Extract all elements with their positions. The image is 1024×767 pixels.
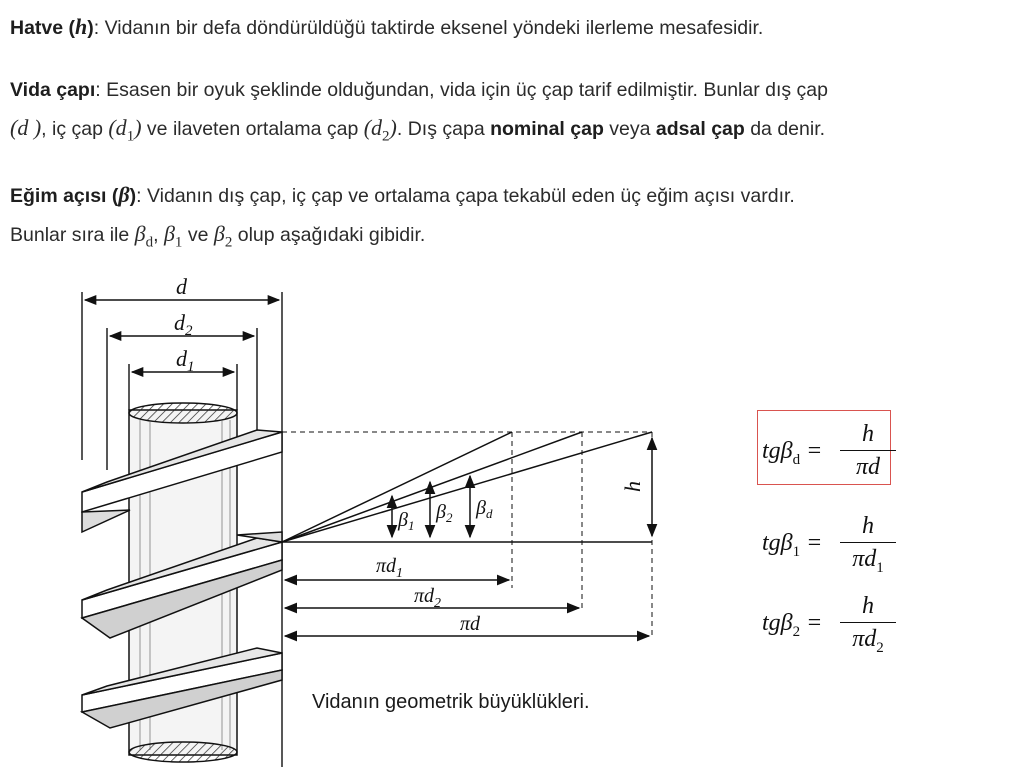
label-beta2: $\beta_2$ [436, 501, 453, 525]
definition-pitch: Hatve (h): Vidanın bir defa döndürüldüğü taktirde eksenel yöndeki ilerleme mesafesidir. [10, 14, 764, 39]
label-beta1: $\beta_1$ [398, 509, 415, 533]
definition-lead-angle: Eğim açısı (β): Vidanın dış çap, iç çap ve ortalama çapa tekabül eden üç eğim açısı vardır. Bunlar sıra ile $\beta_d$, $\beta_1$ ve $\beta_2$ olup aşağıdaki gibidir. [10, 182, 795, 251]
label-betad: $\beta_d$ [476, 497, 493, 521]
unrolled-triangles [282, 432, 652, 636]
label-d: d [176, 274, 187, 299]
screw-drawing [82, 403, 282, 762]
figure-caption: Vidanın geometrik büyüklükleri. [312, 691, 590, 713]
term-pitch: Hatve (h) [10, 14, 94, 39]
label-pid: πd [460, 613, 481, 635]
term-nominal: nominal çap [490, 118, 604, 140]
label-h: h [620, 481, 645, 492]
label-pid1: $\pi d_1$ [376, 555, 404, 581]
label-d1: $d_1$ [176, 346, 195, 375]
term-diameter: Vida çapı [10, 79, 96, 101]
term-adsal: adsal çap [655, 118, 745, 140]
label-d2: $d_2$ [174, 310, 193, 339]
term-lead-angle: Eğim açısı (β) [10, 182, 137, 207]
definition-diameter: Vida çapı: Esasen bir oyuk şeklinde olduğundan, vida için üç çap tarif edilmiştir. Bunlar dış çap (d ), iç çap $(d_1)$ ve ilaveten ortalama çap $(d_2)$. Dış çapa nominal çap veya adsal çap da denir. [10, 79, 828, 145]
label-pid2: $\pi d_2$ [414, 585, 442, 611]
